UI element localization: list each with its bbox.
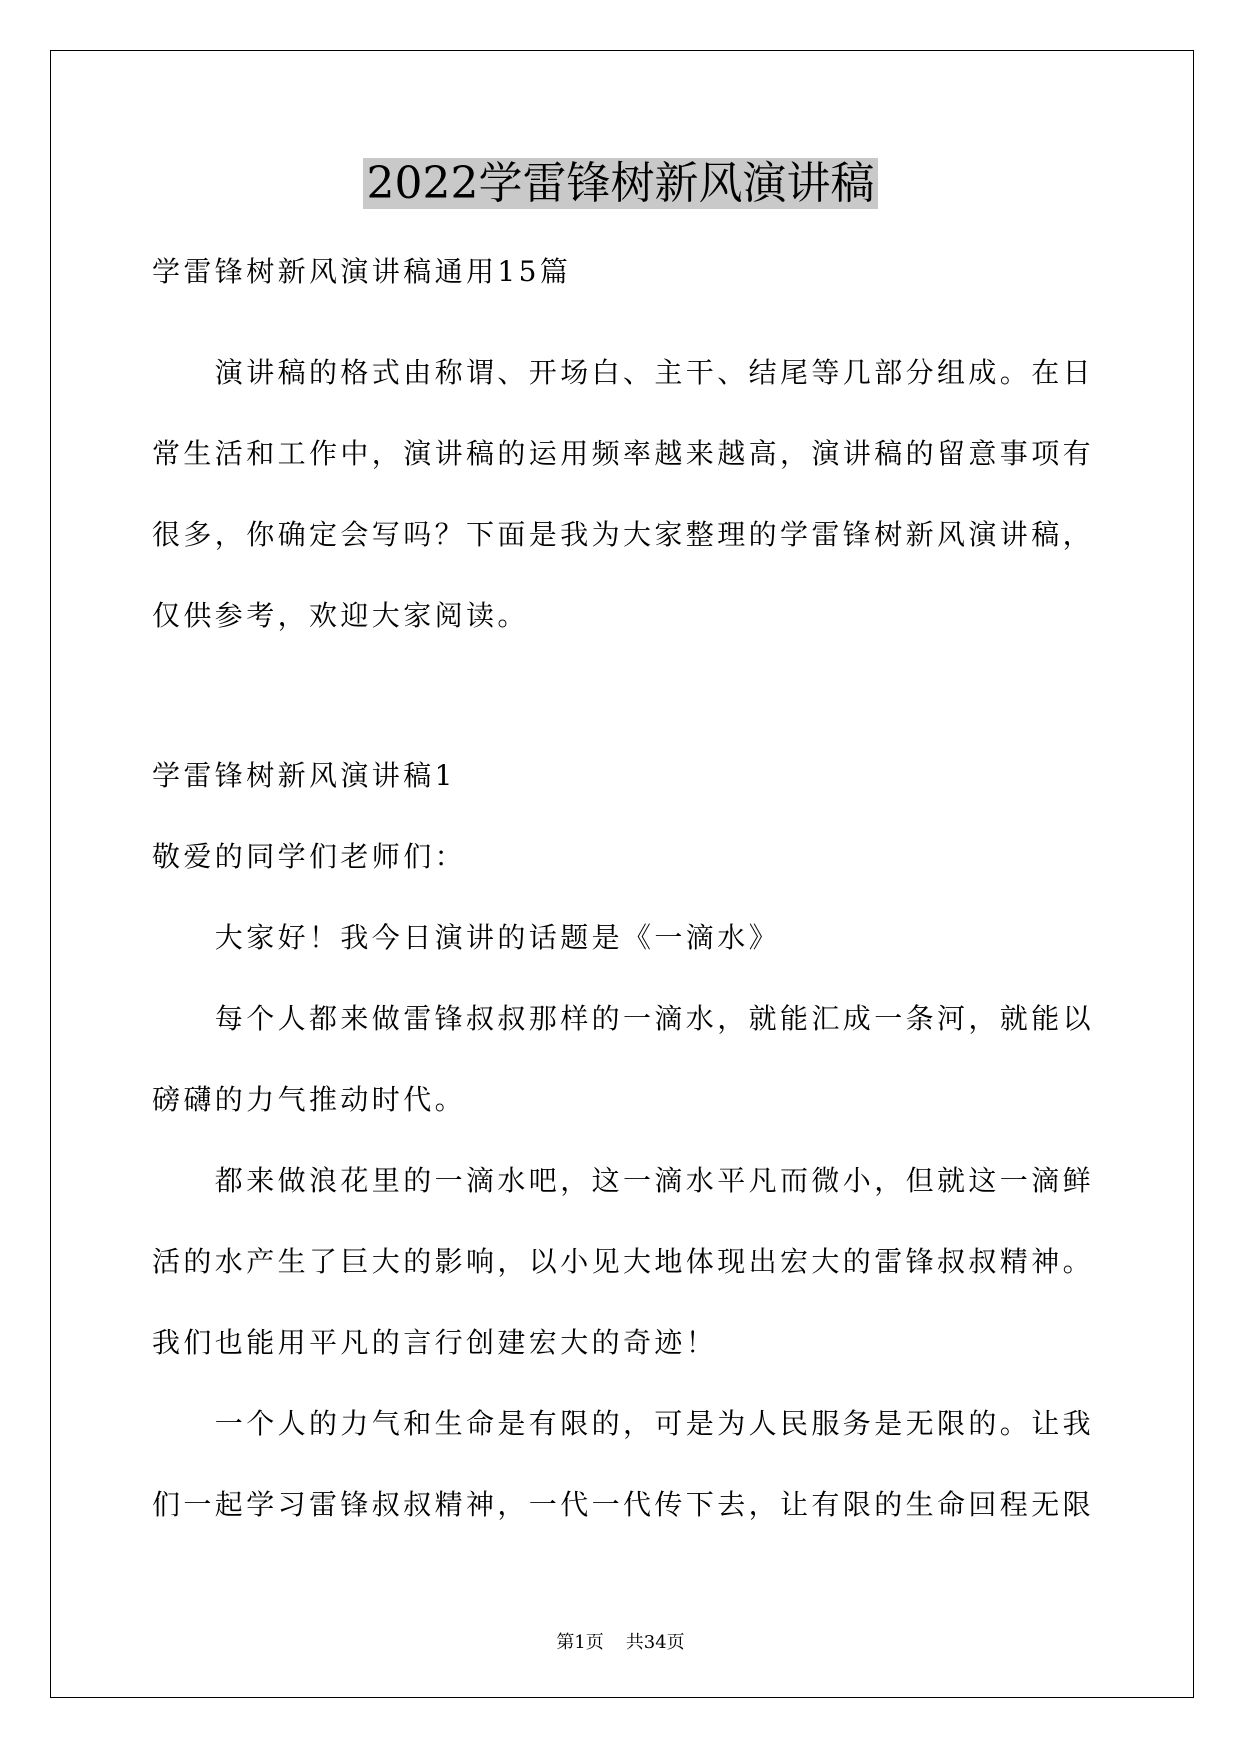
text-line-5: 仅供参考，欢迎大家阅读。 (152, 599, 529, 632)
text-line-13: 我们也能用平凡的言行创建宏大的奇迹！ (152, 1326, 718, 1359)
text-line-1: 学雷锋树新风演讲稿通用15篇 (152, 255, 572, 288)
text-line-9: 每个人都来做雷锋叔叔那样的一滴水，就能汇成一条河，就能以 (152, 1002, 1095, 1035)
text-line-11: 都来做浪花里的一滴水吧，这一滴水平凡而微小，但就这一滴鲜 (152, 1164, 1095, 1197)
text-line-7: 敬爱的同学们老师们： (152, 840, 467, 873)
text-line-14: 一个人的力气和生命是有限的，可是为人民服务是无限的。让我 (152, 1407, 1095, 1440)
text-line-6: 学雷锋树新风演讲稿1 (152, 759, 456, 792)
page-total: 共34页 (625, 1632, 685, 1653)
text-line-8: 大家好！我今日演讲的话题是《一滴水》 (152, 921, 781, 954)
text-line-15: 们一起学习雷锋叔叔精神，一代一代传下去，让有限的生命回程无限 (152, 1488, 1095, 1521)
text-line-2: 演讲稿的格式由称谓、开场白、主干、结尾等几部分组成。在日 (152, 356, 1095, 389)
text-line-10: 磅礴的力气推动时代。 (152, 1083, 467, 1116)
text-line-4: 很多，你确定会写吗？下面是我为大家整理的学雷锋树新风演讲稿， (152, 518, 1095, 551)
page-number: 第1页 (556, 1632, 604, 1653)
document-title-text: 2022学雷锋树新风演讲稿 (363, 158, 879, 209)
text-line-12: 活的水产生了巨大的影响，以小见大地体现出宏大的雷锋叔叔精神。 (152, 1245, 1095, 1278)
page-footer (0, 1631, 1241, 1655)
document-title (0, 154, 1241, 214)
text-line-3: 常生活和工作中，演讲稿的运用频率越来越高，演讲稿的留意事项有 (152, 437, 1095, 470)
